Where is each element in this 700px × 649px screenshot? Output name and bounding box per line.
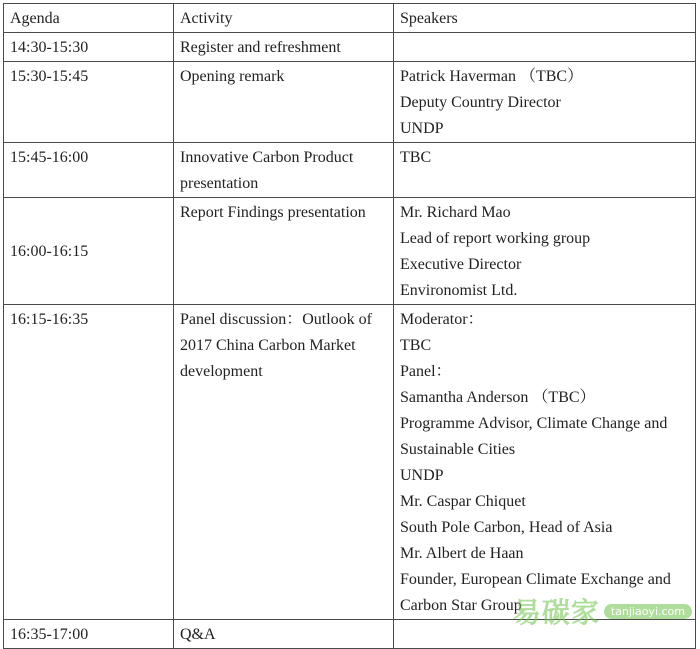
watermark-site: tanjiaoyi.com [604, 604, 692, 619]
row-speakers [394, 143, 696, 198]
table-row [4, 143, 696, 198]
speaker-line: Lead of report working group [400, 230, 591, 247]
agenda-table [3, 3, 696, 649]
speaker-line: Environomist Ltd. [400, 282, 518, 299]
speaker-line: Patrick Haverman （TBC） [400, 68, 584, 85]
speaker-line: TBC [400, 337, 432, 354]
speaker-line: Moderator： [400, 311, 484, 328]
row-speakers [394, 62, 696, 143]
row-activity: Innovative Carbon Product presentation [174, 143, 394, 198]
speaker-line: Mr. Richard Mao [400, 204, 511, 221]
table-row [4, 620, 696, 649]
speaker-line: TBC [400, 149, 432, 166]
table-row [4, 305, 696, 620]
row-speakers [394, 33, 696, 62]
table-row [4, 62, 696, 143]
row-time: 16:35-17:00 [4, 620, 174, 649]
table-row [4, 198, 696, 305]
speaker-line: South Pole Carbon, Head of Asia [400, 519, 613, 536]
speaker-line: Founder, European Climate Exchange and Carbon Star Group [400, 571, 671, 614]
row-speakers [394, 620, 696, 649]
row-activity: Register and refreshment [174, 33, 394, 62]
speaker-line: Mr. Caspar Chiquet [400, 493, 526, 510]
row-speakers [394, 198, 696, 305]
speaker-line: Executive Director [400, 256, 522, 273]
header-row [4, 4, 696, 33]
header-activity: Activity [174, 4, 394, 33]
speaker-line: Samantha Anderson （TBC） [400, 389, 596, 406]
speaker-line: Programme Advisor, Climate Change and Sustainable Cities [400, 415, 668, 458]
row-time: 15:45-16:00 [4, 143, 174, 198]
row-speakers [394, 305, 696, 620]
speaker-line: UNDP [400, 467, 444, 484]
row-activity: Panel discussion：Outlook of 2017 China Carbon Market development [174, 305, 394, 620]
speaker-line: Deputy Country Director [400, 94, 561, 111]
row-activity: Report Findings presentation [174, 198, 394, 305]
row-time: 16:00-16:15 [4, 198, 174, 305]
header-speakers: Speakers [394, 4, 696, 33]
speaker-line: Mr. Albert de Haan [400, 545, 524, 562]
header-agenda: Agenda [4, 4, 174, 33]
speaker-line: UNDP [400, 120, 444, 137]
speaker-line: Panel： [400, 363, 452, 380]
row-activity: Opening remark [174, 62, 394, 143]
row-activity: Q&A [174, 620, 394, 649]
row-time: 16:15-16:35 [4, 305, 174, 620]
row-time: 15:30-15:45 [4, 62, 174, 143]
row-time: 14:30-15:30 [4, 33, 174, 62]
watermark-logo-text: 易碳家 [512, 596, 600, 629]
table-row [4, 33, 696, 62]
